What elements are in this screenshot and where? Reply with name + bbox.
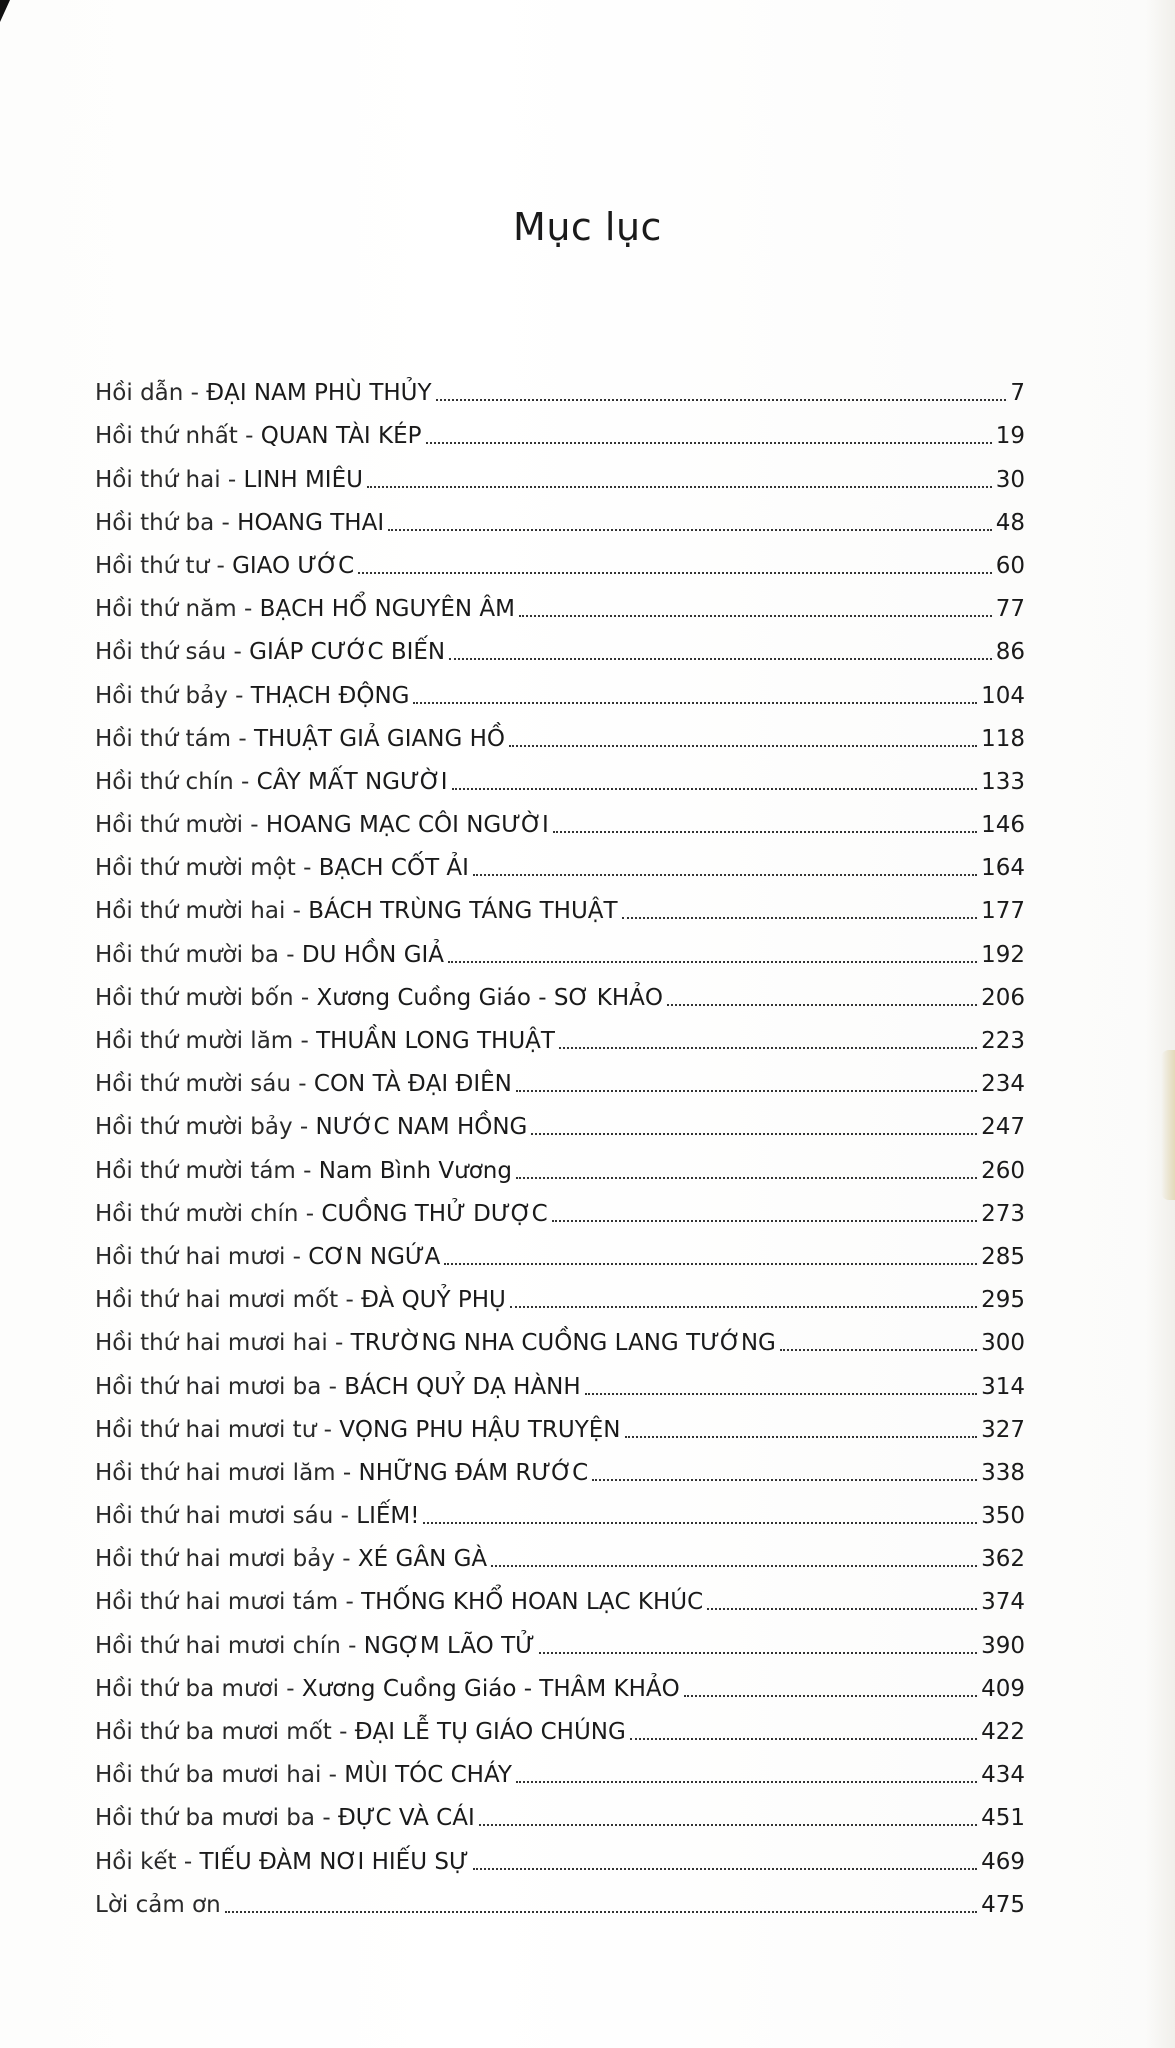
toc-dot-leader (510, 1306, 977, 1308)
toc-entry-chapter-title: DU HỒN GIẢ (301, 941, 445, 968)
toc-entry-lead: Hồi thứ mười lăm - (95, 1028, 317, 1054)
toc-entry-lead: Hồi thứ hai mươi lăm - (95, 1459, 359, 1486)
page-edge-stain (1161, 1050, 1175, 1200)
toc-entry-chapter-title: THUẬT GIẢ GIANG HỒ (254, 725, 506, 752)
toc-dot-leader (449, 658, 992, 660)
toc-dot-leader (509, 745, 977, 747)
toc-entry-chapter-title: ĐÀ QUỶ PHỤ (361, 1287, 506, 1314)
toc-entry-chapter-title: CUỒNG THỬ DƯỢC (321, 1200, 548, 1227)
toc-entry-page-number: 146 (981, 812, 1025, 839)
toc-entry-lead: Hồi thứ mười - (95, 812, 266, 839)
toc-entry-lead: Hồi thứ hai mươi mốt - (95, 1287, 362, 1314)
toc-entry-label (95, 641, 445, 664)
toc-entry (95, 923, 1025, 966)
toc-dot-leader (473, 874, 977, 876)
toc-entry-lead: Hồi thứ hai mươi sáu - (95, 1503, 357, 1530)
toc-entry (95, 1658, 1025, 1701)
toc-entry-page-number: 30 (995, 466, 1025, 493)
toc-entry-label (95, 1591, 703, 1614)
toc-entry-label (95, 1459, 589, 1486)
toc-entry (95, 1874, 1025, 1917)
toc-entry-chapter-title: THẠCH ĐỘNG (250, 682, 410, 709)
toc-entry-chapter-title: THUẦN LONG THUẬT (316, 1028, 555, 1054)
toc-entry-lead: Lời cảm ơn (95, 1891, 221, 1918)
toc-entry-chapter-title: ĐỰC VÀ CÁI (337, 1805, 475, 1832)
toc-entry-page-number: 390 (981, 1632, 1025, 1659)
toc-entry-label (95, 768, 448, 795)
toc-entry (95, 1226, 1025, 1269)
toc-entry-label (95, 814, 549, 837)
toc-entry-label (95, 425, 422, 448)
toc-dot-leader (473, 1868, 977, 1870)
toc-entry (95, 1701, 1025, 1744)
toc-entry-page-number: 223 (981, 1028, 1025, 1054)
toc-entry-lead: Hồi thứ hai mươi tư - (95, 1416, 340, 1443)
toc-entry-lead: Hồi thứ hai - (95, 466, 244, 493)
toc-entry (95, 708, 1025, 751)
toc-entry-label (95, 725, 506, 752)
toc-dot-leader (448, 961, 977, 963)
toc-entry-label (95, 900, 618, 923)
toc-entry-label (95, 1548, 487, 1571)
toc-dot-leader (452, 788, 978, 790)
toc-dot-leader (423, 1522, 977, 1524)
toc-entry-lead: Hồi thứ ba mươi hai - (95, 1762, 345, 1789)
toc-entry (95, 1399, 1025, 1442)
toc-entry-page-number: 104 (981, 682, 1025, 709)
toc-entry-page-number: 469 (981, 1848, 1025, 1875)
toc-entry-label (95, 682, 410, 709)
toc-entry-label (95, 1505, 419, 1528)
toc-entry (95, 1139, 1025, 1182)
toc-entry-page-number: 19 (995, 423, 1025, 450)
toc-entry-lead: Hồi thứ mười bảy - (95, 1114, 316, 1141)
toc-entry-page-number: 409 (981, 1675, 1025, 1702)
toc-entry-chapter-title: GIAO ƯỚC (232, 552, 355, 579)
toc-entry-label (95, 1807, 475, 1830)
toc-dot-leader (531, 1133, 977, 1135)
toc-entry-lead: Hồi thứ chín - (95, 768, 257, 795)
toc-entry-lead: Hồi thứ hai mươi bảy - (95, 1546, 358, 1573)
toc-entry-lead: Hồi thứ ba - (95, 509, 238, 536)
toc-entry (95, 1442, 1025, 1485)
toc-entry (95, 535, 1025, 578)
toc-entry (95, 1614, 1025, 1657)
toc-dot-leader (225, 1911, 977, 1913)
toc-dot-leader (539, 1652, 977, 1654)
toc-entry (95, 578, 1025, 621)
toc-entry-label (95, 1764, 512, 1787)
toc-entry (95, 1485, 1025, 1528)
toc-entry (95, 880, 1025, 923)
toc-entry-lead: Hồi thứ tư - (95, 552, 233, 579)
page-title: Mục lục (513, 205, 662, 250)
toc-dot-leader (426, 442, 992, 444)
toc-entry-chapter-title: HOANG MẠC CÔI NGƯỜI (265, 812, 549, 839)
toc-entry-lead: Hồi thứ mười một - (95, 855, 319, 882)
toc-entry-page-number: 77 (995, 596, 1025, 623)
toc-entry (95, 1053, 1025, 1096)
toc-dot-leader (592, 1479, 977, 1481)
toc-entry-page-number: 260 (981, 1157, 1025, 1184)
toc-entry-lead: Hồi thứ hai mươi tám - (95, 1589, 362, 1616)
toc-dot-leader (491, 1565, 977, 1567)
toc-entry-lead: Hồi thứ tám - (95, 725, 254, 752)
toc-dot-leader (519, 615, 992, 617)
toc-entry-page-number: 273 (981, 1200, 1025, 1227)
toc-entry-lead: Hồi thứ ba mươi - (95, 1675, 302, 1702)
toc-entry (95, 621, 1025, 664)
toc-entry-chapter-title: BÁCH QUỶ DẠ HÀNH (344, 1373, 581, 1400)
toc-entry-chapter-title: BÁCH TRÙNG TÁNG THUẬT (308, 898, 618, 925)
toc-entry-chapter-title: ĐẠI LỄ TỤ GIÁO CHÚNG (354, 1719, 626, 1745)
toc-dot-leader (585, 1393, 977, 1395)
toc-entry-lead: Hồi thứ mười hai - (95, 898, 309, 925)
toc-entry-page-number: 48 (995, 509, 1025, 536)
toc-entry-chapter-title: CƠN NGỨA (308, 1243, 441, 1270)
toc-dot-leader (667, 1004, 977, 1006)
toc-entry-label (95, 857, 469, 880)
toc-entry-page-number: 434 (981, 1762, 1025, 1789)
toc-entry-chapter-title: HOANG THAI (237, 509, 385, 536)
toc-dot-leader (630, 1738, 977, 1740)
toc-entry-chapter-title: CÂY MẤT NGƯỜI (256, 768, 448, 795)
toc-entry-lead: Hồi thứ sáu - (95, 639, 250, 666)
toc-dot-leader (436, 399, 1007, 401)
toc-entry-chapter-title: GIÁP CƯỚC BIẾN (249, 639, 446, 666)
toc-entry-page-number: 118 (981, 725, 1025, 752)
toc-entry (95, 664, 1025, 707)
toc-entry (95, 837, 1025, 880)
toc-dot-leader (516, 1090, 977, 1092)
toc-entry (95, 1830, 1025, 1873)
toc-entry (95, 492, 1025, 535)
toc-dot-leader (625, 1436, 978, 1438)
toc-dot-leader (367, 486, 992, 488)
toc-entry (95, 1269, 1025, 1312)
toc-entry (95, 1010, 1025, 1053)
toc-entry-page-number: 247 (981, 1114, 1025, 1141)
toc-entry-page-number: 314 (981, 1373, 1025, 1400)
toc-entry-label (95, 1243, 441, 1270)
page-edge-shadow (1145, 0, 1175, 2048)
toc-entry-page-number: 451 (981, 1805, 1025, 1832)
toc-entry (95, 794, 1025, 837)
toc-dot-leader (707, 1608, 977, 1610)
toc-entry-lead: Hồi thứ bảy - (95, 682, 251, 709)
toc-entry-page-number: 327 (981, 1416, 1025, 1443)
toc-entry-page-number: 422 (981, 1719, 1025, 1745)
toc-dot-leader (358, 572, 991, 574)
toc-entry (95, 1312, 1025, 1355)
toc-entry-page-number: 362 (981, 1546, 1025, 1573)
toc-entry-chapter-title: NGỢM LÃO TỬ (363, 1632, 535, 1659)
toc-entry (95, 1744, 1025, 1787)
toc-entry-label (95, 941, 445, 968)
toc-entry (95, 1787, 1025, 1830)
toc-entry-label (95, 1157, 512, 1184)
toc-entry-label (95, 1891, 221, 1918)
toc-entry-chapter-title: Xương Cuồng Giáo - THÂM KHẢO (301, 1675, 680, 1702)
toc-entry-chapter-title: NHỮNG ĐÁM RƯỚC (358, 1459, 589, 1486)
toc-entry (95, 1355, 1025, 1398)
toc-entry-page-number: 7 (1010, 380, 1025, 407)
toc-entry-page-number: 350 (981, 1503, 1025, 1530)
toc-entry (95, 1183, 1025, 1226)
toc-entry-chapter-title: CON TÀ ĐẠI ĐIÊN (313, 1071, 512, 1098)
toc-entry-lead: Hồi thứ mười tám - (95, 1157, 319, 1184)
toc-entry-chapter-title: BẠCH CỐT ẢI (318, 855, 469, 882)
toc-entry-label (95, 382, 432, 405)
toc-dot-leader (553, 831, 977, 833)
toc-entry-chapter-title: BẠCH HỔ NGUYÊN ÂM (259, 596, 515, 623)
toc-entry-chapter-title: MÙI TÓC CHÁY (344, 1762, 512, 1789)
toc-dot-leader (684, 1695, 977, 1697)
toc-entry-page-number: 374 (981, 1589, 1025, 1616)
toc-entry-lead: Hồi thứ ba mươi ba - (95, 1805, 338, 1832)
toc-entry-page-number: 300 (981, 1330, 1025, 1357)
toc-entry (95, 1096, 1025, 1139)
toc-entry (95, 967, 1025, 1010)
toc-entry-chapter-title: LIẾM! (356, 1503, 420, 1530)
toc-entry-page-number: 475 (981, 1891, 1025, 1918)
toc-entry (95, 1571, 1025, 1614)
toc-entry-chapter-title: ĐẠI NAM PHÙ THỦY (206, 380, 432, 407)
toc-entry-label (95, 1373, 581, 1400)
toc-dot-leader (516, 1177, 977, 1179)
toc-dot-leader (622, 917, 978, 919)
toc-entry-label (95, 1073, 512, 1096)
toc-entry-lead: Hồi dẫn - (95, 380, 207, 407)
toc-dot-leader (516, 1781, 977, 1783)
toc-entry-lead: Hồi thứ hai mươi chín - (95, 1632, 364, 1659)
toc-entry-chapter-title: LINH MIÊU (243, 466, 363, 493)
toc-entry-lead: Hồi thứ mười chín - (95, 1200, 322, 1227)
toc-entry-chapter-title: NƯỚC NAM HỒNG (315, 1114, 528, 1141)
toc-entry-label (95, 1200, 548, 1227)
toc-dot-leader (413, 702, 977, 704)
toc-dot-leader (552, 1220, 977, 1222)
toc-entry-label (95, 1675, 680, 1702)
toc-dot-leader (780, 1349, 977, 1351)
toc-entry-lead: Hồi thứ hai mươi ba - (95, 1373, 345, 1400)
toc-entry-lead: Hồi thứ hai mươi hai - (95, 1330, 351, 1357)
toc-entry-label (95, 1848, 469, 1875)
toc-entry-label (95, 1289, 506, 1312)
toc-entry-chapter-title: TRƯỜNG NHA CUỒNG LANG TƯỚNG (350, 1330, 776, 1357)
toc-entry (95, 405, 1025, 448)
toc-entry-lead: Hồi thứ ba mươi mốt - (95, 1719, 355, 1745)
toc-entry-label (95, 1030, 555, 1053)
toc-entry-page-number: 60 (995, 552, 1025, 579)
toc-entry (95, 751, 1025, 794)
toc-entry-page-number: 206 (981, 984, 1025, 1011)
toc-entry-page-number: 133 (981, 768, 1025, 795)
toc-dot-leader (388, 529, 992, 531)
toc-entry-page-number: 338 (981, 1459, 1025, 1486)
page-corner-mark (0, 0, 10, 22)
toc-entry-page-number: 164 (981, 855, 1025, 882)
toc-entry-page-number: 86 (995, 639, 1025, 666)
toc-entry-label (95, 466, 363, 493)
toc-entry-lead: Hồi thứ năm - (95, 596, 260, 623)
toc-dot-leader (559, 1047, 977, 1049)
toc-entry (95, 362, 1025, 405)
toc-entry-chapter-title: QUAN TÀI KÉP (260, 423, 422, 450)
toc-entry-label (95, 552, 355, 579)
toc-entry-lead: Hồi thứ mười sáu - (95, 1071, 314, 1098)
toc-entry-page-number: 295 (981, 1287, 1025, 1314)
toc-entry-chapter-title: VỌNG PHU HẬU TRUYỆN (339, 1416, 621, 1443)
toc-entry-lead: Hồi thứ mười ba - (95, 941, 302, 968)
toc-entry-lead: Hồi thứ mười bốn - (95, 984, 317, 1011)
toc-entry-chapter-title: Nam Bình Vương (318, 1157, 512, 1184)
toc-entry-page-number: 177 (981, 898, 1025, 925)
toc-entry-label (95, 984, 664, 1011)
toc-entry-page-number: 234 (981, 1071, 1025, 1098)
toc-entry (95, 1528, 1025, 1571)
toc-entry-label (95, 1632, 535, 1659)
toc-entry-label (95, 598, 515, 621)
toc-entry-label (95, 509, 385, 536)
toc-entry-chapter-title: XÉ GÂN GÀ (357, 1546, 488, 1573)
toc-entry-label (95, 1721, 626, 1744)
toc-entry-chapter-title: TIẾU ĐÀM NƠI HIẾU SỰ (199, 1848, 469, 1875)
toc-entry-label (95, 1116, 527, 1139)
toc-entry (95, 448, 1025, 491)
toc-entry-lead: Hồi thứ hai mươi - (95, 1243, 309, 1270)
toc-entry-page-number: 285 (981, 1243, 1025, 1270)
toc-entry-label (95, 1416, 621, 1443)
toc-dot-leader (444, 1263, 977, 1265)
toc-entry-lead: Hồi kết - (95, 1848, 200, 1875)
toc-entry-label (95, 1332, 776, 1355)
toc-entry-page-number: 192 (981, 941, 1025, 968)
toc-entry-lead: Hồi thứ nhất - (95, 423, 261, 450)
table-of-contents (95, 362, 1025, 1917)
toc-entry-chapter-title: THỐNG KHỔ HOAN LẠC KHÚC (361, 1589, 704, 1616)
toc-dot-leader (479, 1824, 977, 1826)
toc-entry-chapter-title: Xương Cuồng Giáo - SƠ KHẢO (316, 984, 664, 1011)
